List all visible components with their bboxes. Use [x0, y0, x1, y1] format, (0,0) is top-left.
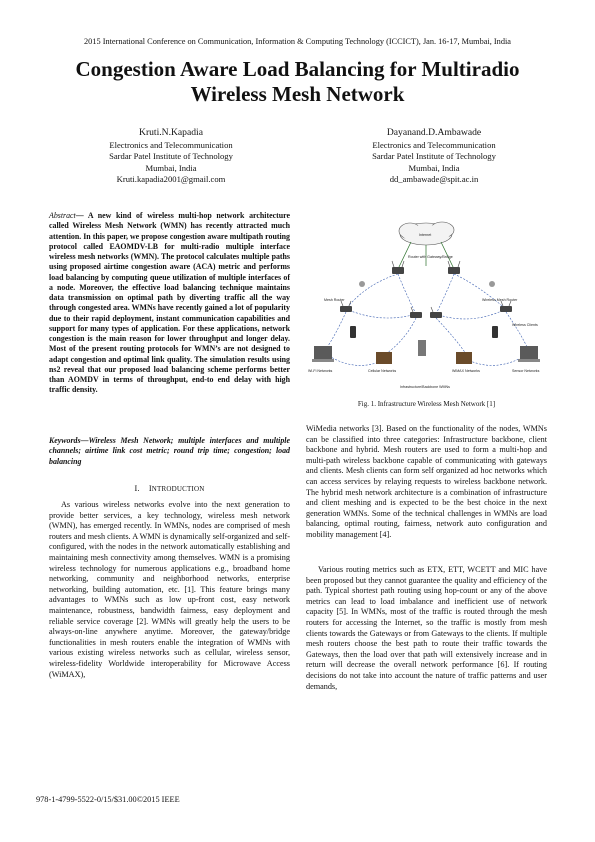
- internet-label: Internet: [419, 233, 432, 237]
- title-line-2: Wireless Mesh Network: [190, 82, 405, 106]
- laptop-icon: [520, 346, 538, 359]
- paper-title: [20, 57, 575, 107]
- label-mesh-router: Mesh Router: [324, 298, 345, 302]
- monitor-icon: [376, 352, 392, 364]
- network-diagram: [306, 214, 547, 394]
- author-block-2: [319, 127, 549, 185]
- conference-header: 2015 International Conference on Communication, Information & Computing Technology (ICCICT), Jan. 16-17, Mumbai, India: [84, 37, 511, 46]
- figure-inner-caption: Infrastructure/Backbone WMNs: [400, 385, 450, 389]
- keywords-text: Wireless Mesh Network; multiple interfaces and multiple channels; airtime link cost metric; round trip time; congestion; load balancing: [49, 436, 290, 466]
- author-name: Kruti.N.Kapadia: [139, 127, 203, 138]
- section-title-first: I: [148, 484, 152, 493]
- intro-paragraph-1: As various wireless networks evolve into the next generation to provide better services, a key technology, wireless mesh network (WMN), has emerged recently. In WMNs, nodes are comprised of mesh routers and mesh clients. A WMN is dynamically self-organized and self-configured, with the nodes in the network automatically establishing and maintaining mesh connectivity among themselves. WMN is a promising wireless technology for numerous applications e.g., broadband home networking, community and neighborhood networks, enterprise networking, building automation, etc. [1]. This feature brings many advantages to WMNs such as low up-front cost, easy network maintenance, robustness, bandwidth fairness, easy deployment and reliable service coverage [2]. WMNs will greatly help the users to be always-on-line anywhere anytime. Moreover, the gateway/bridge functionalities in mesh routers enable the integration of WMNs with various existing wireless networks such as cellular, wireless sensor, wireless-fidelity Worldwide interoperability for Microwave Access (WiMAX),: [49, 500, 290, 679]
- author-name: Dayanand.D.Ambawade: [386, 127, 482, 138]
- label-router-gateway: Router with Gateway/Bridge: [408, 255, 453, 259]
- monitor-icon: [456, 352, 472, 364]
- client-devices: [312, 281, 540, 364]
- label-wifi-networks: Wi-Fi Networks: [308, 369, 333, 373]
- author-block-1: [56, 127, 286, 185]
- keywords: [49, 436, 290, 467]
- label-sensor-networks: Sensor Networks: [512, 369, 540, 373]
- label-wimax-networks: WiMAX Networks: [452, 369, 480, 373]
- intro-paragraph-3: Various routing metrics such as ETX, ETT, WCETT and MIC have been proposed but they cannot guarantee the quality and efficiency of the path. Typical shortest path routing using hop-count or any of the above metrics can lead to load imbalance and inefficient use of network capacity [5]. In WMNs, most of the traffic is routed through the mesh routers for accessing the Internet, so the traffic is mostly from mesh clients towards the Gateways or from Gateways to the clients. If multiple mesh routers choose the best path to route their traffic towards the Gateways, then the load over that path will extensively increase and in return will decrease the overall network performance [6]. If routing decisions do not take into account the nature of traffic patterns and user demands,: [306, 565, 547, 691]
- gateway-router-icon: [392, 267, 404, 274]
- author-email: dd_ambawade@spit.ac.in: [389, 173, 479, 184]
- author-institute: Sardar Patel Institute of Technology: [109, 151, 233, 162]
- author-city: Mumbai, India: [408, 162, 460, 173]
- title-line-1: Congestion Aware Load Balancing for Multiradio: [75, 57, 520, 81]
- mesh-router-icon: [410, 312, 422, 318]
- label-cellular-networks: Cellular Networks: [368, 369, 397, 373]
- mesh-router-nodes: [340, 267, 512, 318]
- phone-icon: [492, 326, 498, 338]
- section-heading-introduction: [49, 484, 290, 493]
- keywords-lead: Keywords—: [49, 436, 89, 445]
- abstract-lead: Abstract: [49, 211, 76, 220]
- author-city: Mumbai, India: [145, 162, 197, 173]
- label-mesh-router: Wireless Mesh Router: [482, 298, 518, 302]
- mesh-router-icon: [500, 306, 512, 312]
- antenna-icons: [341, 261, 511, 312]
- sensor-icon: [359, 281, 365, 287]
- tower-icon: [418, 340, 426, 356]
- figure-wmn-diagram: [306, 214, 547, 394]
- phone-icon: [350, 326, 356, 338]
- gateway-router-icon: [448, 267, 460, 274]
- author-dept: Electronics and Telecommunication: [372, 140, 496, 151]
- label-wireless-clients: Wireless Clients: [512, 323, 538, 327]
- abstract: [49, 211, 290, 396]
- mesh-router-icon: [340, 306, 352, 312]
- author-email: Kruti.kapadia2001@gmail.com: [116, 173, 226, 184]
- intro-paragraph-2: WiMedia networks [3]. Based on the functionality of the nodes, WMNs can be classified into three categories: Infrastructure backbone, client backbone and hybrid. Mesh routers are used to form a multi-hop and multi-path wireless backbone capable of communicating with gateways and clients. Mesh clients can form self organized ad hoc networks which can access services by relaying requests to wireless backbone network. The hybrid mesh network architecture is a combination of infrastructure and client meshing and is expected to be the best choice in the next generation WMNs. Some of the technical challenges in WMNs are load balancing, optimal routing, fairness, network auto configuration and mobility management [4].: [306, 424, 547, 539]
- section-title-rest: NTRODUCTION: [151, 485, 205, 493]
- abstract-text: — A new kind of wireless multi-hop network architecture called Wireless Mesh Network (WMN) has recently attracted much attention. In this paper, we propose congestion aware multipath routing protocol called EAOMDV-LB for multi-radio multiple interface wireless mesh networks (WMN). The protocol calculates multiple paths using proposed airtime congestion aware (ACA) metric and performs load balancing by computing queue utilization of multiple interfaces of a node. Moreover, the effective load balancing technique maintains data transmission on optimal path by diverting traffic all the way through congested area. WMNs have recently gained a lot of popularity due to their rapid deployment, instant communication capabilities and support for many types of application. For these applications, network congestion is the main reason for lower throughput and longer delay. Most of the present routing protocols for WMN’s are not designed to adapt congestion and optimal link quality. The simulation results using ns2 reveal that our proposed load balancing scheme performs better than AOMDV in terms of throughput, end-to end delay with high traffic density.: [49, 211, 290, 395]
- figure-caption: Fig. 1. Infrastructure Wireless Mesh Network [1]: [357, 400, 496, 408]
- author-institute: Sardar Patel Institute of Technology: [372, 151, 496, 162]
- copyright-footer: 978-1-4799-5522-0/15/$31.00©2015 IEEE: [36, 795, 180, 804]
- mesh-router-icon: [430, 312, 442, 318]
- sensor-icon: [489, 281, 495, 287]
- author-dept: Electronics and Telecommunication: [109, 140, 233, 151]
- section-numeral: I.: [134, 484, 140, 493]
- wireless-links: [326, 274, 528, 365]
- laptop-icon: [314, 346, 332, 359]
